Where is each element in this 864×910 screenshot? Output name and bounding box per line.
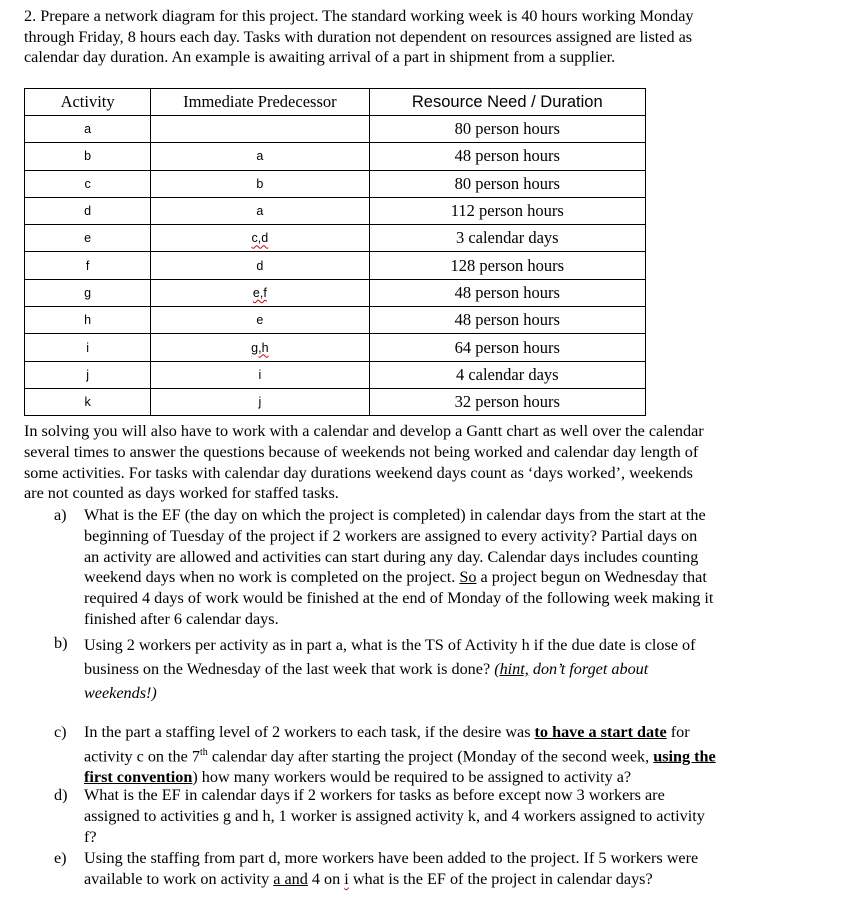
table-row	[25, 170, 646, 197]
text-run: for	[666, 723, 690, 741]
text-run: In the part a staffing level of 2 workers to each task, if the desire was	[84, 723, 535, 741]
table-row	[25, 197, 646, 224]
cell-activity: a	[25, 116, 151, 143]
cell-activity: h	[25, 307, 151, 334]
cell-resource: 112 person hours	[369, 197, 645, 224]
cell-predecessor	[151, 116, 369, 143]
text-run: 4 on	[307, 869, 345, 888]
question-line: beginning of Tuesday of the project if 2 workers are assigned to every activity? Partial days on	[84, 526, 698, 545]
table-row	[25, 361, 646, 388]
text-run: weekend days when no work is completed on the project.	[84, 568, 460, 587]
question-line: an activity are allowed and activities can start during any day. Calendar days includes counting	[84, 547, 699, 566]
question-line: Using the staffing from part d, more workers have been added to the project. If 5 workers were	[84, 849, 699, 867]
question-line	[84, 722, 806, 743]
cell-resource: 128 person hours	[369, 252, 645, 279]
cell-predecessor	[151, 307, 369, 334]
paragraph-line: are not counted as days worked for staffed tasks.	[24, 484, 339, 503]
question-line	[84, 743, 806, 767]
table-row	[25, 334, 646, 361]
predecessor-text: d	[256, 258, 264, 273]
intro-line: calendar day duration. An example is awaiting arrival of a part in shipment from a supplier.	[24, 48, 616, 67]
question-line	[84, 567, 806, 588]
superscript-th: th	[199, 746, 208, 758]
header-activity: Activity	[25, 89, 151, 116]
cell-resource: 48 person hours	[369, 279, 645, 306]
cell-predecessor	[151, 252, 369, 279]
text-run: business on the Wednesday of the last week that work is done?	[84, 660, 495, 678]
question-line: Using 2 workers per activity as in part a, what is the TS of Activity h if the due date is close of	[84, 636, 696, 654]
emphasis-start-date: to have a start date	[534, 723, 667, 741]
table-row	[25, 307, 646, 334]
cell-resource: 64 person hours	[369, 334, 645, 361]
hint-open: (	[494, 660, 500, 678]
text-run: ) how many workers would be required to be assigned to activity a?	[192, 767, 632, 786]
text-run: available to work on activity	[84, 869, 274, 888]
predecessor-text: a	[256, 149, 264, 164]
header-resource: Resource Need / Duration	[369, 89, 645, 116]
hint-rest: don’t forget about	[528, 660, 649, 678]
cell-predecessor	[151, 334, 369, 361]
cell-activity: c	[25, 170, 151, 197]
intro-line: through Friday, 8 hours each day. Tasks with duration not dependent on resources assigned are listed as	[24, 27, 693, 46]
table-row	[25, 279, 646, 306]
question-line: f?	[84, 827, 97, 846]
question-line: finished after 6 calendar days.	[84, 609, 279, 628]
underlined-a-and: a and	[273, 869, 308, 888]
hint-word: hint,	[499, 660, 529, 678]
text-run: a project begun on Wednesday that	[476, 568, 707, 587]
paragraph-line: several times to answer the questions because of weekends not being worked and calendar day length of	[24, 442, 699, 461]
cell-predecessor	[151, 170, 369, 197]
cell-activity: j	[25, 361, 151, 388]
emphasis-first-convention: first convention	[84, 767, 193, 786]
intro-text	[24, 6, 814, 68]
cell-predecessor	[151, 361, 369, 388]
cell-resource: 48 person hours	[369, 143, 645, 170]
cell-predecessor	[151, 279, 369, 306]
question-label: d)	[54, 786, 68, 804]
question-line: What is the EF in calendar days if 2 workers for tasks as before except now 3 workers are	[84, 786, 665, 804]
cell-predecessor	[151, 197, 369, 224]
question-line	[84, 657, 806, 681]
table-header-row	[25, 89, 646, 116]
cell-activity: g	[25, 279, 151, 306]
cell-resource: 3 calendar days	[369, 225, 645, 252]
predecessor-text: b	[256, 176, 264, 191]
header-predecessor: Immediate Predecessor	[151, 89, 369, 116]
predecessor-text: a	[256, 204, 264, 219]
cell-predecessor	[151, 143, 369, 170]
table-row	[25, 388, 646, 415]
predecessor-text: c,d	[251, 231, 269, 246]
question-label: e)	[54, 849, 67, 867]
table-row	[25, 116, 646, 143]
intro-line: 2. Prepare a network diagram for this project. The standard working week is 40 hours working Monday	[24, 7, 694, 25]
activity-table	[24, 88, 646, 416]
instructions-paragraph	[24, 421, 809, 504]
cell-activity: i	[25, 334, 151, 361]
question-line: What is the EF (the day on which the project is completed) in calendar days from the start at the	[84, 506, 706, 524]
spellcheck-i: i	[344, 869, 349, 888]
text-run: activity c on the 7	[84, 747, 200, 766]
cell-resource: 48 person hours	[369, 307, 645, 334]
cell-resource: 80 person hours	[369, 170, 645, 197]
predecessor-text: j	[258, 395, 262, 410]
cell-resource: 4 calendar days	[369, 361, 645, 388]
cell-resource: 80 person hours	[369, 116, 645, 143]
question-line: assigned to activities g and h, 1 worker is assigned activity k, and 4 workers assigned to activity	[84, 806, 705, 825]
table-row	[25, 252, 646, 279]
paragraph-line: some activities. For tasks with calendar day durations weekend days count as ‘days worked’, weekends	[24, 463, 693, 482]
emphasis-using-the: using the	[653, 747, 716, 766]
predecessor-text: i	[258, 367, 262, 382]
question-label: a)	[54, 506, 67, 524]
question-label: b)	[54, 634, 68, 652]
cell-predecessor	[151, 225, 369, 252]
cell-predecessor	[151, 388, 369, 415]
text-run: calendar day after starting the project (Monday of the second week,	[207, 747, 654, 766]
cell-activity: e	[25, 225, 151, 252]
cell-activity: k	[25, 388, 151, 415]
question-line	[84, 869, 806, 890]
underlined-so: So	[459, 568, 477, 587]
table-row	[25, 225, 646, 252]
predecessor-text: e,f	[252, 285, 267, 300]
cell-activity: f	[25, 252, 151, 279]
cell-activity: b	[25, 143, 151, 170]
paragraph-line: In solving you will also have to work with a calendar and develop a Gantt chart as well over the calendar	[24, 422, 704, 440]
table-row	[25, 143, 646, 170]
question-line: required 4 days of work would be finished at the end of Monday of the following week making it	[84, 589, 714, 608]
question-label: c)	[54, 723, 67, 741]
text-run: what is the EF of the project in calendar days?	[348, 869, 653, 888]
cell-resource: 32 person hours	[369, 388, 645, 415]
cell-activity: d	[25, 197, 151, 224]
predecessor-text: e	[256, 313, 264, 328]
predecessor-text: g,h	[251, 340, 269, 355]
question-line: weekends!)	[84, 684, 157, 702]
